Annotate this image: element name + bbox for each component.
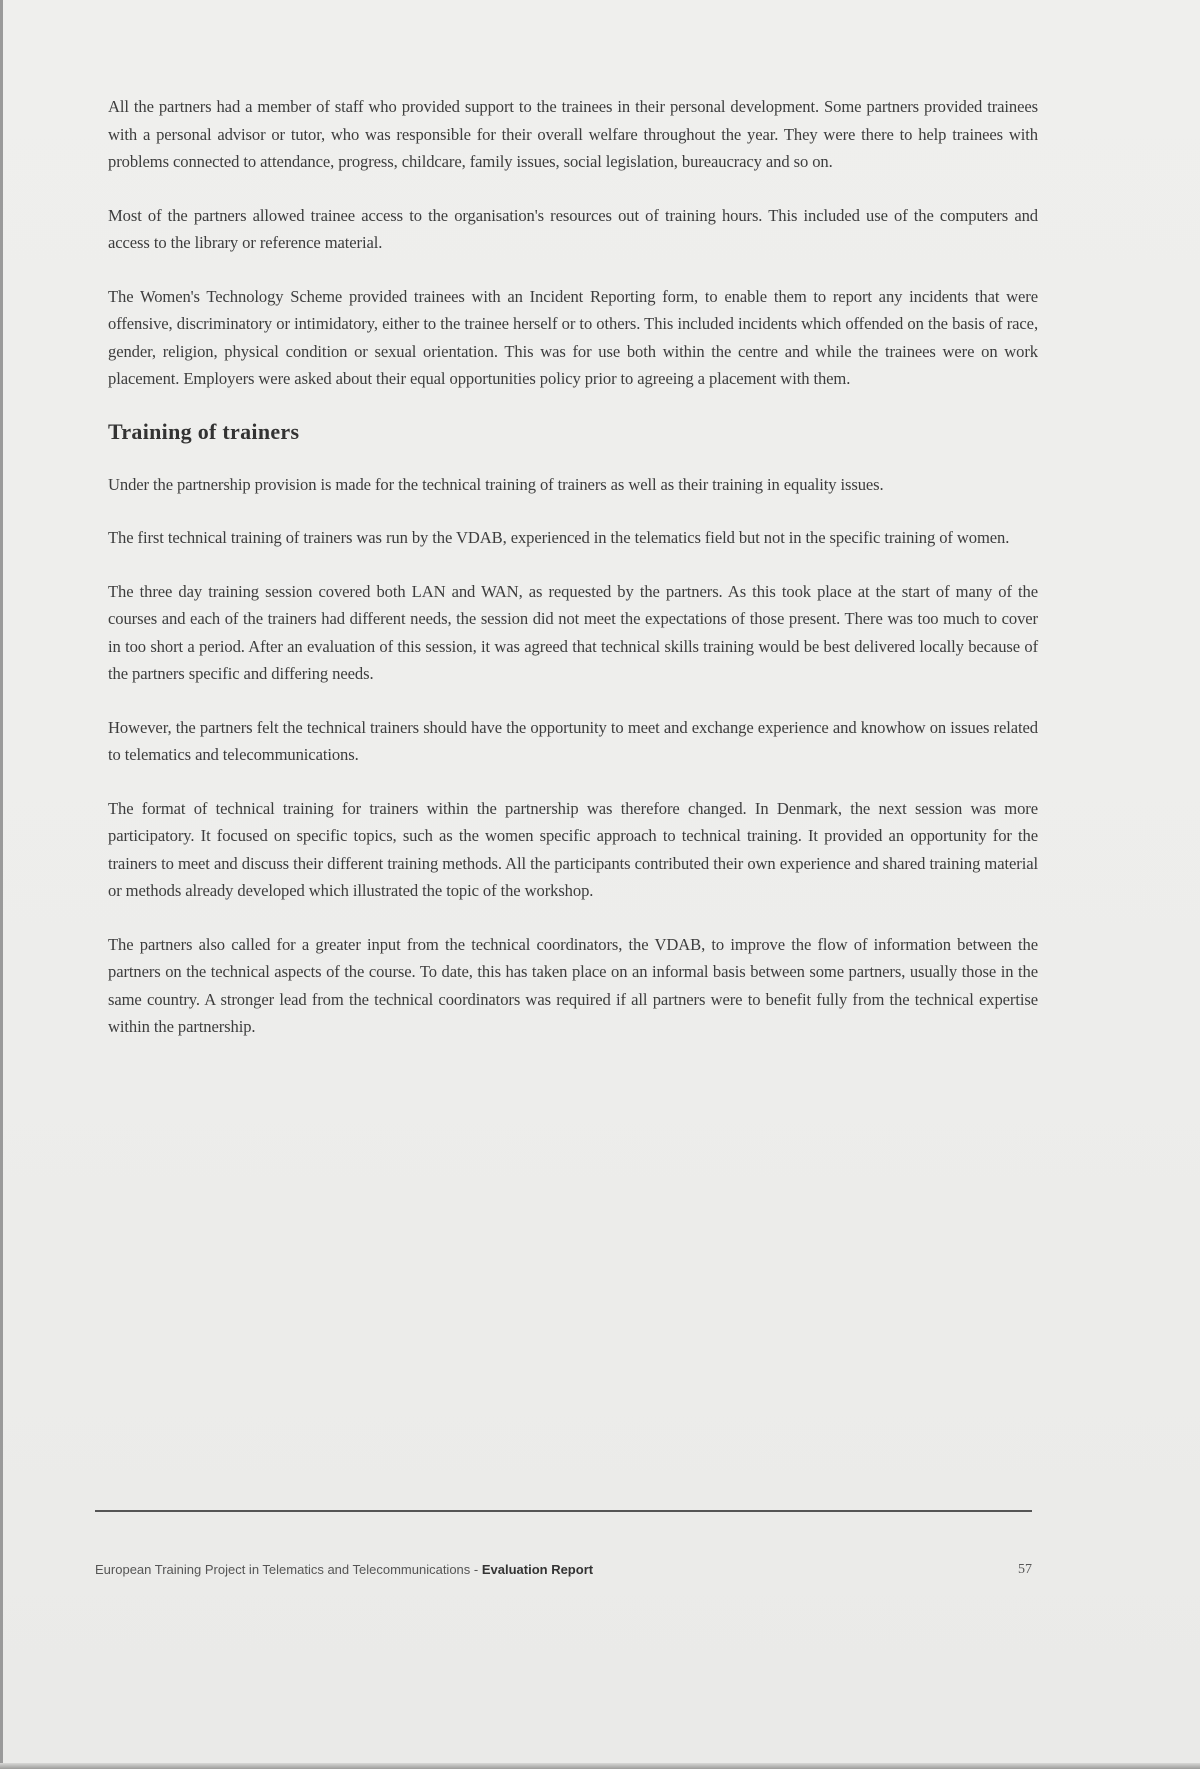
paragraph-resource-access: Most of the partners allowed trainee access to the organisation's resources out of training hours. This included use of the computers and access to the library or reference material. [108,205,1038,252]
page-bottom-edge [0,1763,1200,1769]
body-text [108,93,1038,1067]
paragraph-format-changed: The format of technical training for trainers within the partnership was therefore changed. In Denmark, the next session was more participatory. It focused on specific topics, such as the women specific approach to technical training. It provided an opportunity for the trainers to meet and discuss their different training methods. All the participants contributed their own experience and shared training material or methods already developed which illustrated the topic of the workshop. [108,798,1038,900]
page-number: 57 [1018,1562,1032,1577]
paragraph-three-day-session: The three day training session covered both LAN and WAN, as requested by the partners. As this took place at the start of many of the courses and each of the trainers had different needs, the session did not meet the expectations of those present. There was too much to cover in too short a period. After an evaluation of this session, it was agreed that technical skills training would be best delivered locally because of the partners specific and differing needs. [108,581,1038,683]
paragraph-incident-reporting: The Women's Technology Scheme provided trainees with an Incident Reporting form, to enable them to report any incidents that were offensive, discriminatory or intimidatory, either to the trainee herself or to others. This included incidents which offended on the basis of race, gender, religion, physical condition or sexual orientation. This was for use both within the centre and while the trainees were on work placement. Employers were asked about their equal opportunities policy prior to agreeing a placement with them. [108,286,1038,388]
paragraph-first-training: The first technical training of trainers was run by the VDAB, experienced in the telematics field but not in the specific training of women. [108,528,1010,547]
paragraph-partnership-provision: Under the partnership provision is made for the technical training of trainers as well as their training in equality issues. [108,474,884,494]
paragraph-exchange-experience: However, the partners felt the technical trainers should have the opportunity to meet and exchange experience and knowhow on issues related to telematics and telecommunications. [108,717,1038,764]
paragraph-personal-support: All the partners had a member of staff who provided support to the trainees in their personal development. Some partners provided trainees with a personal advisor or tutor, who was responsible for their overall welfare throughout the year. They were there to help trainees with problems connected to attendance, progress, childcare, family issues, social legislation, bureaucracy and so on. [108,97,1038,171]
footer-title [95,1562,593,1577]
footer-title-bold: Evaluation Report [481,1562,594,1577]
paragraph-technical-coordinators: The partners also called for a greater input from the technical coordinators, the VDAB, to improve the flow of information between the partners on the technical aspects of the course. To date, this has taken place on an informal basis between some partners, usually those in the same country. A stronger lead from the technical coordinators was required if all partners were to benefit fully from the technical expertise within the partnership. [108,934,1038,1036]
section-heading: Training of trainers [108,418,300,444]
footer-title-prefix: European Training Project in Telematics and Telecommunications - [95,1562,482,1577]
footer-divider [95,1510,1032,1512]
page-edge [0,0,3,1769]
